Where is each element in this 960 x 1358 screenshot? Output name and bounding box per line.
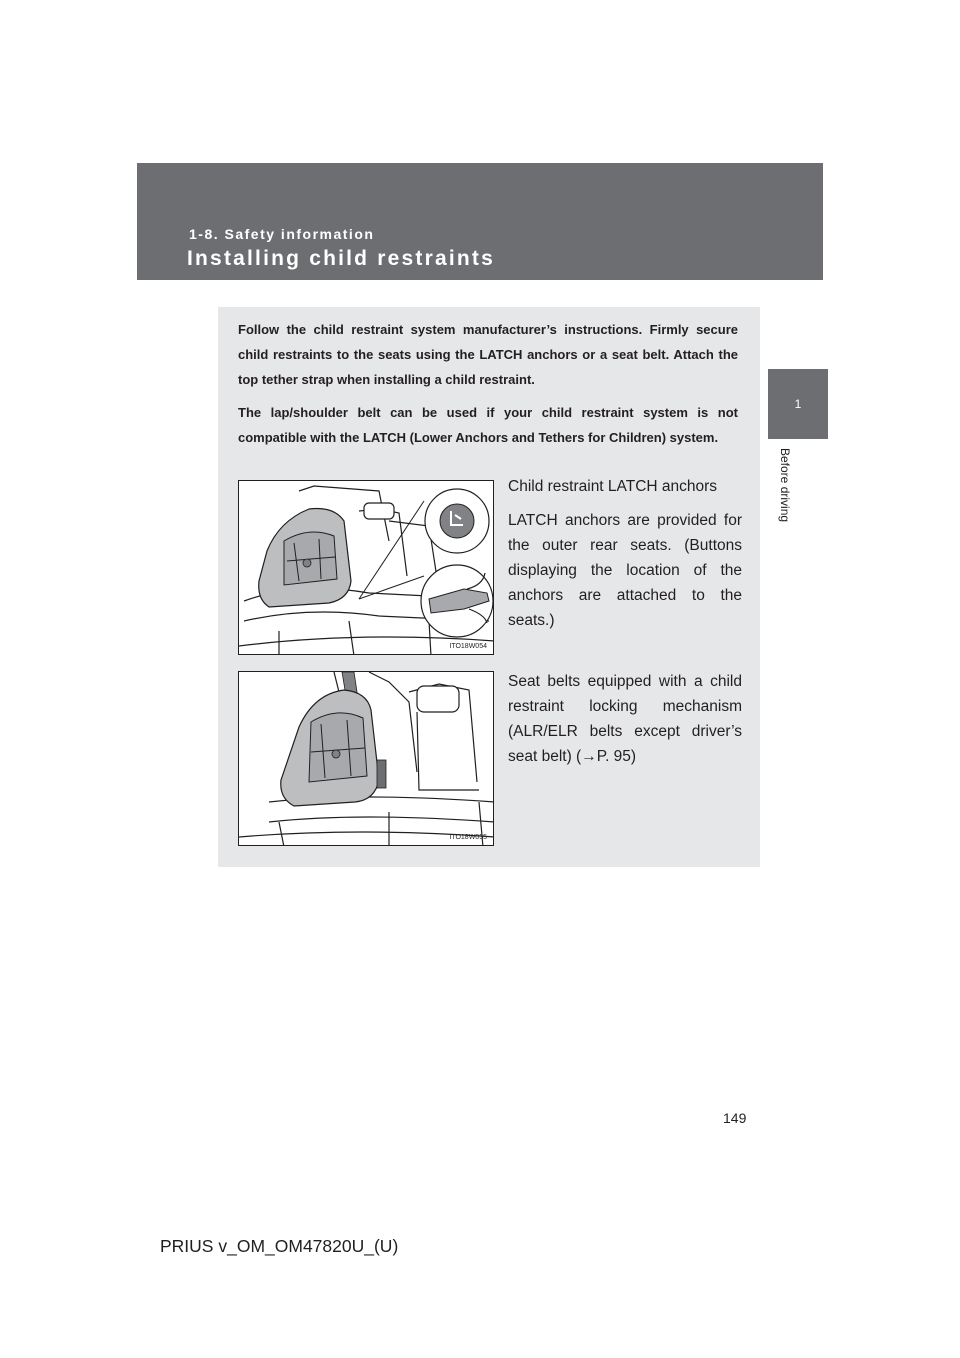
seat-belt-seat-drawing: [239, 672, 494, 846]
chapter-label: [778, 448, 804, 538]
figure-caption: [508, 474, 742, 633]
latch-seat-drawing: [239, 481, 494, 655]
intro-text: [238, 317, 738, 450]
caption-body: Seat belts equipped with a child restraint locking mechanism (ALR/ELR belts except driver’s seat belt) (→P. 95): [508, 673, 742, 765]
document-id: PRIUS v_OM_OM47820U_(U): [160, 1236, 399, 1256]
latch-anchor-illustration: [238, 480, 494, 655]
page-number: 149: [723, 1110, 747, 1126]
seat-belt-illustration: [238, 671, 494, 846]
chapter-tab[interactable]: [768, 369, 828, 439]
chapter-number: 1: [794, 397, 802, 411]
caption-body: LATCH anchors are provided for the outer rear seats. (Buttons displaying the location of the anchors are attached to the seats.): [508, 512, 742, 629]
section-label: 1-8. Safety information: [189, 226, 375, 242]
intro-paragraph: Follow the child restraint system manufacturer’s instructions. Firmly secure child restraints to the seats using the LATCH anchors or a seat belt. Attach the top tether strap when installing a child restraint.: [238, 322, 738, 387]
intro-paragraph: The lap/shoulder belt can be used if your child restraint system is not compatible with the LATCH (Lower Anchors and Tethers for Children) system.: [238, 405, 738, 445]
content-box: [218, 307, 760, 867]
figure-code: ITO18W055: [449, 834, 487, 841]
caption-title: Child restraint LATCH anchors: [508, 478, 718, 495]
header-band: [137, 163, 823, 280]
figure-caption: [508, 669, 742, 769]
chapter-label-text: Before driving: [778, 448, 792, 523]
page-title: Installing child restraints: [187, 247, 495, 270]
figure-code: ITO18W054: [449, 643, 487, 650]
